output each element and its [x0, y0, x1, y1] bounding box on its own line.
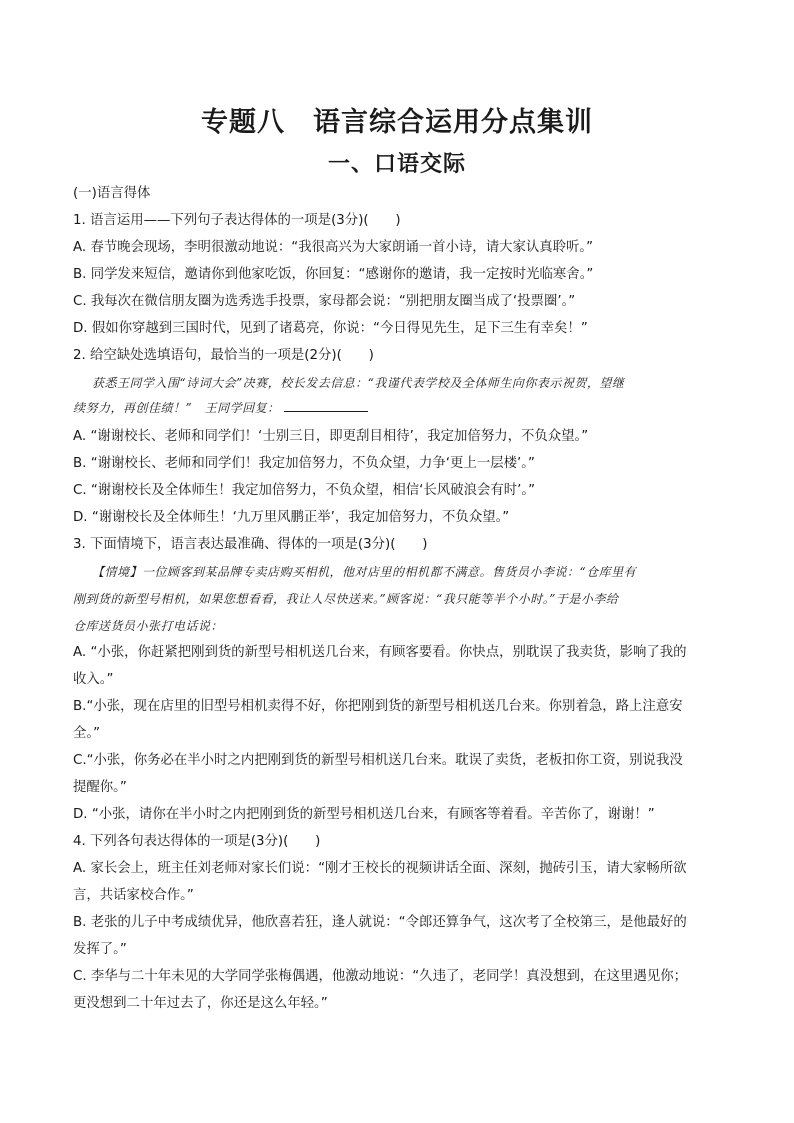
question-3-option-c-line-2: 提醒你。” — [73, 780, 127, 795]
section-title: 一、口语交际 — [327, 152, 466, 177]
page-title: 专题八 语言综合运用分点集训 — [201, 107, 593, 138]
question-1-option-c: C. 我每次在微信朋友圈为选秀选手投票，家母都会说：“别把朋友圈当成了‘投票圈’。” — [73, 294, 576, 309]
question-2-material-text: 续努力，再创佳绩！” 王同学回复： — [73, 401, 280, 415]
question-3-stem: 3. 下面情境下，语言表达最准确、得体的一项是(3分)( ) — [73, 537, 428, 552]
question-1-stem: 1. 语言运用——下列句子表达得体的一项是(3分)( ) — [73, 213, 401, 228]
answer-blank — [284, 399, 368, 412]
question-4-option-a-line-2: 言，共话家校合作。” — [73, 888, 194, 903]
question-2-stem: 2. 给空缺处选填语句，最恰当的一项是(2分)( ) — [73, 348, 374, 363]
question-1-option-d: D. 假如你穿越到三国时代，见到了诸葛亮，你说：“今日得见先生，足下三生有幸矣！” — [73, 321, 588, 336]
question-4-option-c-line-2: 更没想到二十年过去了，你还是这么年轻。” — [73, 996, 328, 1011]
question-3-option-b-line-2: 全。” — [73, 726, 101, 741]
question-2-option-b: B. “谢谢校长、老师和同学们！我定加倍努力，不负众望，力争‘更上一层楼’。” — [73, 456, 535, 471]
question-3-material-line-3: 仓库送货员小张打电话说： — [73, 619, 224, 633]
question-1-option-a: A. 春节晚会现场，李明很激动地说：“我很高兴为大家朗诵一首小诗，请大家认真聆听。” — [73, 240, 594, 255]
question-2-option-a: A. “谢谢校长、老师和同学们！‘士别三日，即更刮目相待’，我定加倍努力，不负众望。” — [73, 429, 589, 444]
question-3-material-line-1: 【情境】一位顾客到某品牌专卖店购买相机，他对店里的相机都不满意。售货员小李说：“仓库里有 — [92, 565, 637, 579]
question-2-material-line-2 — [73, 398, 723, 418]
question-3-option-a-line-2: 收入。” — [73, 672, 114, 687]
question-3-option-d: D. “小张，请你在半小时之内把刚到货的新型号相机送几台来，有顾客等着看。辛苦你了，谢谢！” — [73, 807, 655, 822]
question-1-option-b: B. 同学发来短信，邀请你到他家吃饭，你回复：“感谢你的邀请，我一定按时光临寒舍。” — [73, 267, 594, 282]
question-2-material-line-1: 获悉王同学入围“诗词大会”决赛，校长发去信息：“我谨代表学校及全体师生向你表示祝贺，望继 — [92, 376, 625, 390]
question-4-option-c-line-1: C. 李华与二十年未见的大学同学张梅偶遇，他激动地说：“久违了，老同学！真没想到，在这里遇见你； — [73, 969, 687, 984]
question-3-option-b-line-1: B.“小张，现在店里的旧型号相机卖得不好，你把刚到货的新型号相机送几台来。你别着急，路上注意安 — [73, 699, 683, 714]
question-2-option-d: D. “谢谢校长及全体师生！‘九万里风鹏正举’，我定加倍努力，不负众望。” — [73, 510, 510, 525]
question-4-stem: 4. 下列各句表达得体的一项是(3分)( ) — [73, 834, 321, 849]
question-4-option-b-line-2: 发挥了。” — [73, 942, 127, 957]
question-3-option-c-line-1: C.“小张，你务必在半小时之内把刚到货的新型号相机送几台来。耽误了卖货，老板扣你工资，别说我没 — [73, 753, 683, 768]
subsection-heading: (一)语言得体 — [73, 186, 151, 201]
question-3-material-line-2: 刚到货的新型号相机，如果您想看看，我让人尽快送来。”顾客说：“我只能等半个小时。”于是小李给 — [73, 592, 619, 606]
question-4-option-a-line-1: A. 家长会上，班主任刘老师对家长们说：“刚才王校长的视频讲话全面、深刻，抛砖引玉，请大家畅所欲 — [73, 861, 687, 876]
question-3-option-a-line-1: A. “小张，你赶紧把刚到货的新型号相机送几台来，有顾客要看。你快点，别耽误了我卖货，影响了我的 — [73, 645, 687, 660]
question-2-option-c: C. “谢谢校长及全体师生！我定加倍努力，不负众望，相信‘长风破浪会有时’。” — [73, 483, 536, 498]
question-4-option-b-line-1: B. 老张的儿子中考成绩优异，他欣喜若狂，逢人就说：“令郎还算争气，这次考了全校第三，是他最好的 — [73, 915, 687, 930]
